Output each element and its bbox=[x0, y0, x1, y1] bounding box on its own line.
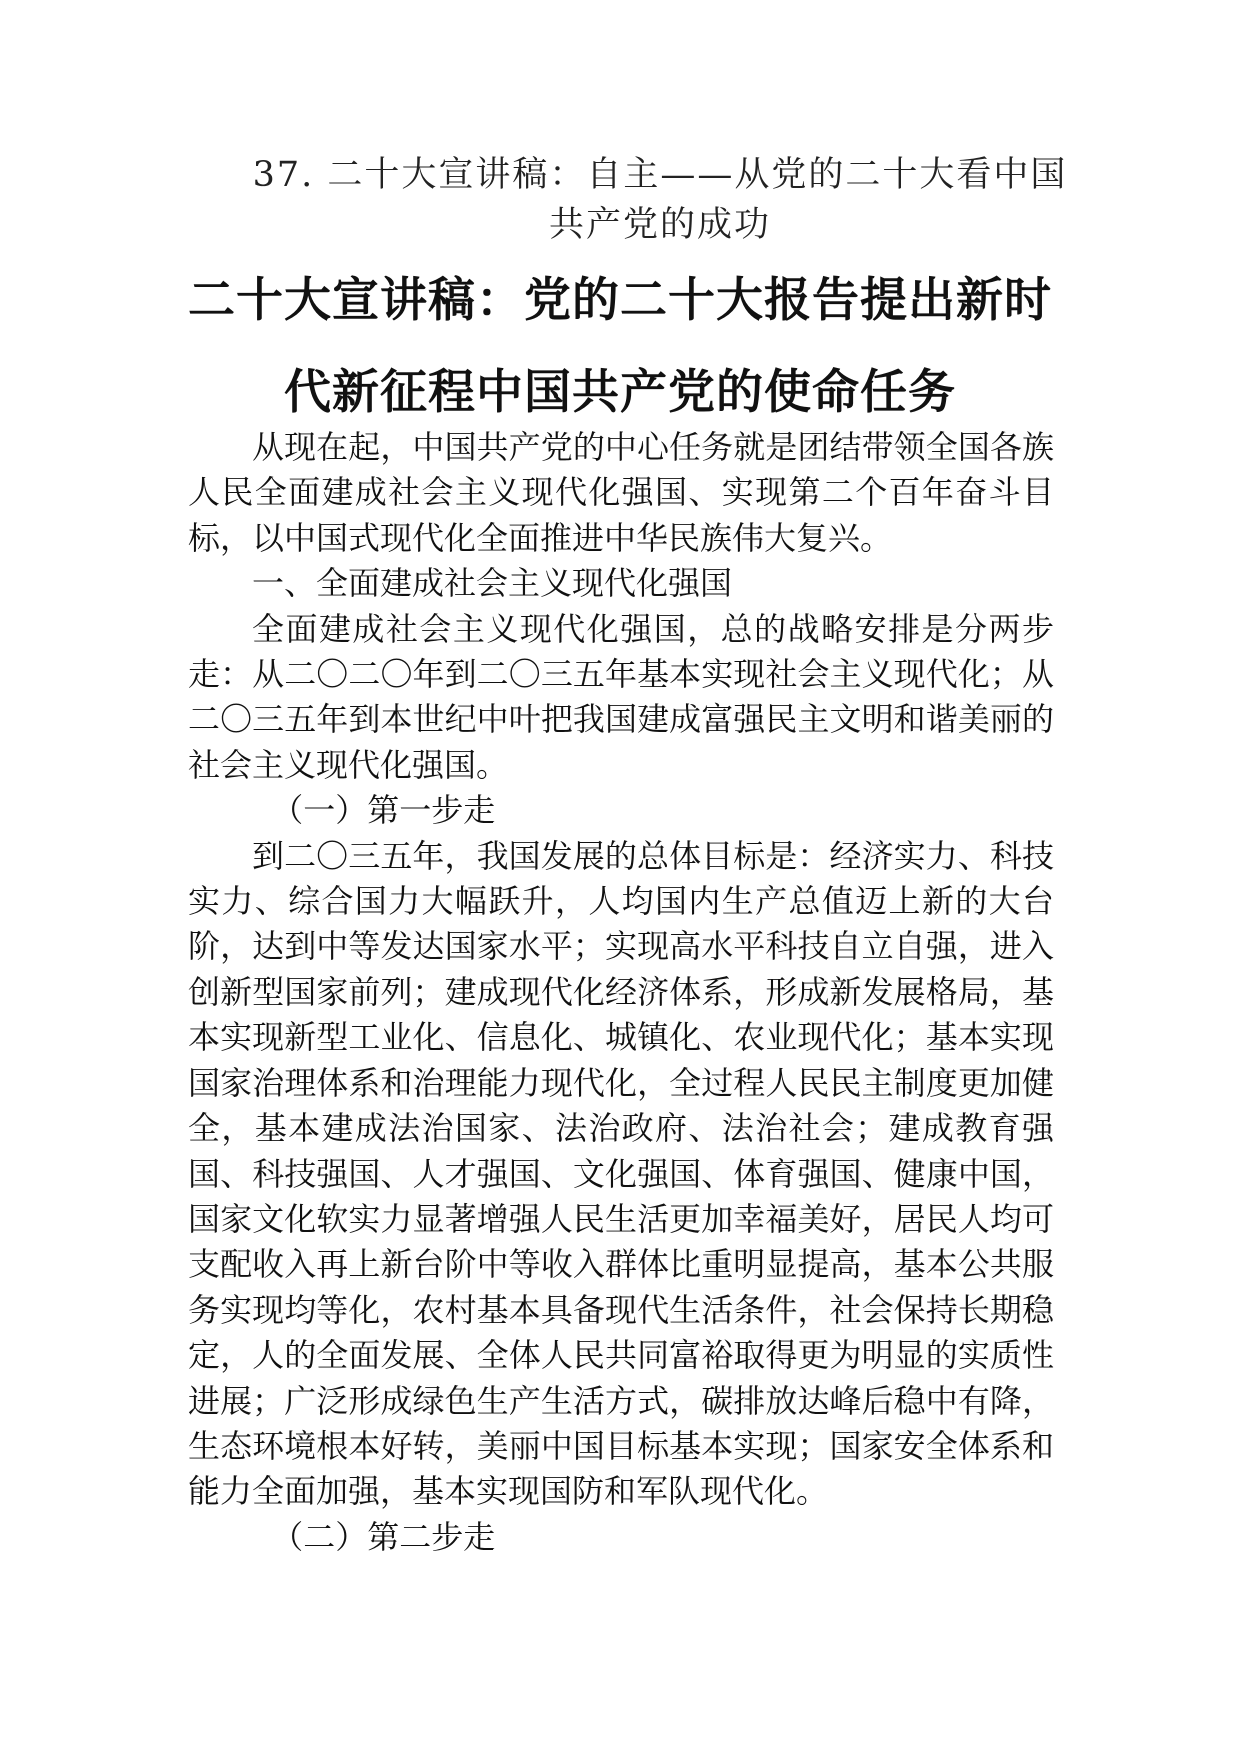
document-body bbox=[188, 425, 1054, 1560]
section-heading-1: 一、全面建成社会主义现代化强国 bbox=[252, 564, 733, 603]
paragraph-goals-2035: 到二〇三五年，我国发展的总体目标是：经济实力、科技实力、综合国力大幅跃升，人均国内生产总值迈上新的大台阶，达到中等发达国家水平；实现高水平科技自立自强，进入创新型国家前列；建成现代化经济体系，形成新发展格局，基本实现新型工业化、信息化、城镇化、农业现代化；基本实现国家治理体系和治理能力现代化，全过程人民民主制度更加健全，基本建成法治国家、法治政府、法治社会；建成教育强国、科技强国、人才强国、文化强国、体育强国、健康中国，国家文化软实力显著增强人民生活更加幸福美好，居民人均可支配收入再上新台阶中等收入群体比重明显提高，基本公共服务实现均等化，农村基本具备现代生活条件，社会保持长期稳定，人的全面发展、全体人民共同富裕取得更为明显的实质性进展；广泛形成绿色生产生活方式，碳排放达峰后稳中有降，生态环境根本好转，美丽中国目标基本实现；国家安全体系和能力全面加强，基本实现国防和军队现代化。 bbox=[188, 836, 1054, 1511]
paragraph-strategy: 全面建成社会主义现代化强国，总的战略安排是分两步走：从二〇二〇年到二〇三五年基本实现社会主义现代化；从二〇三五年到本世纪中叶把我国建成富强民主文明和谐美丽的社会主义现代化强国。 bbox=[188, 609, 1054, 784]
document-title: 二十大宣讲稿：党的二十大报告提出新时代新征程中国共产党的使命任务 bbox=[188, 273, 1052, 420]
document-subtitle: 37. 二十大宣讲稿：自主——从党的二十大看中国共产党的成功 bbox=[252, 155, 1068, 245]
subheading-step-1: （一）第一步走 bbox=[271, 791, 496, 830]
subheading-step-2: （二）第二步走 bbox=[271, 1517, 496, 1556]
paragraph-intro: 从现在起，中国共产党的中心任务就是团结带领全国各族人民全面建成社会主义现代化强国、实现第二个百年奋斗目标，以中国式现代化全面推进中华民族伟大复兴。 bbox=[188, 428, 1054, 557]
